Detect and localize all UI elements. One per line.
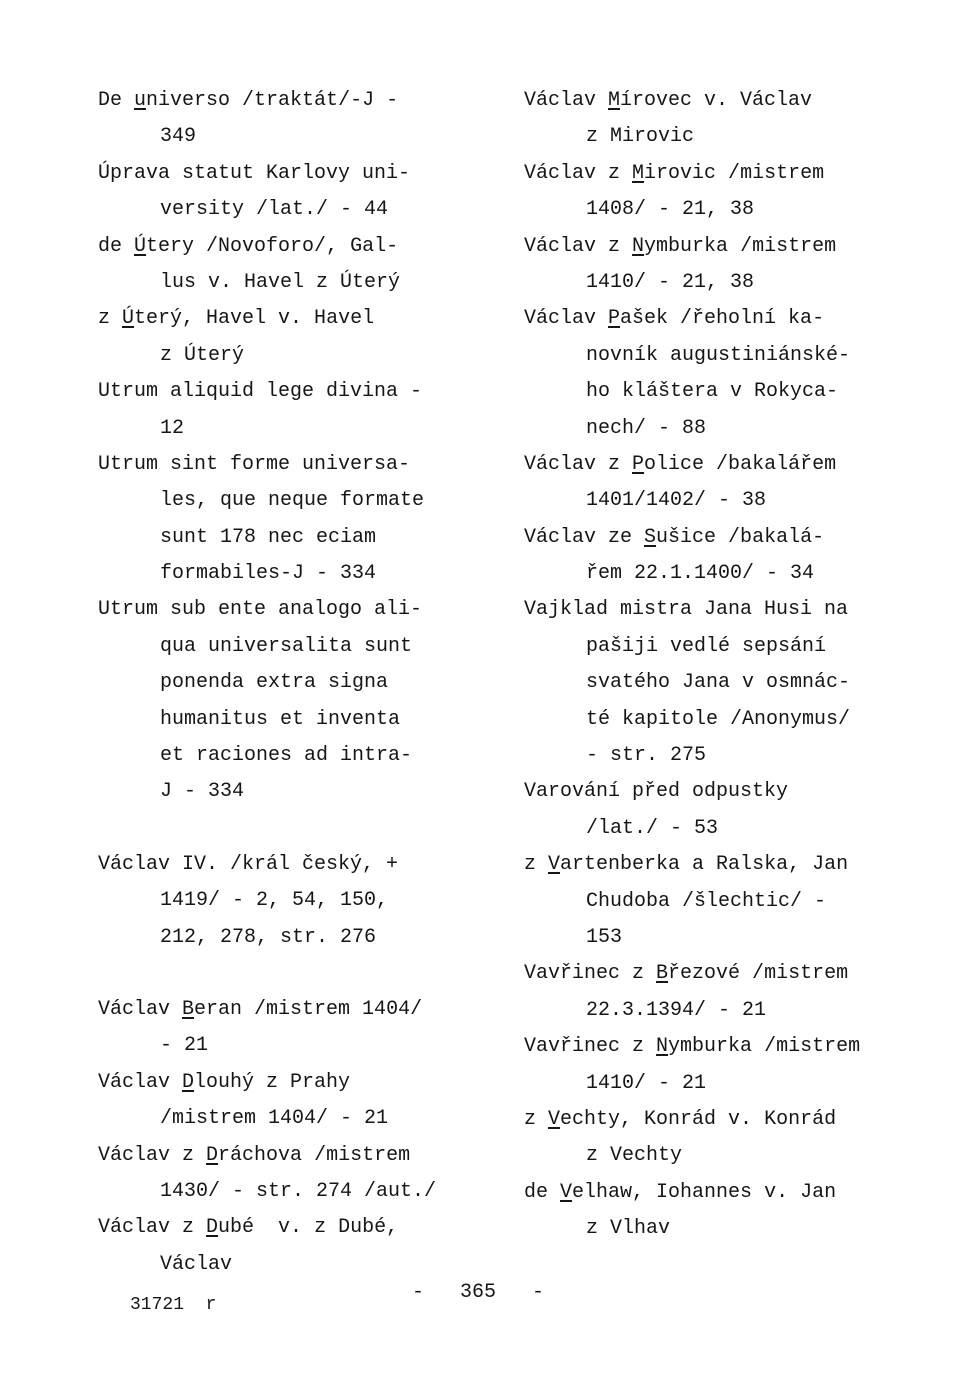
entry-text: Václav: [98, 997, 183, 1021]
index-entry: [98, 159, 458, 232]
entry-text: novník augustiniánské-: [586, 343, 851, 367]
entry-text: ašek /řeholní ka-: [620, 307, 825, 331]
entry-text: 212, 278, str. 276: [160, 925, 377, 949]
entry-heading-line: [524, 159, 944, 195]
index-entry: [524, 523, 944, 596]
entry-continuation-line: [98, 486, 458, 522]
underlined-initial: D: [206, 1216, 219, 1240]
entry-heading-line: [98, 304, 458, 340]
entry-text: qua universalita sunt: [160, 634, 413, 658]
entry-text: 1408/ - 21, 38: [586, 198, 755, 222]
index-entry: [524, 777, 944, 850]
entry-heading-line: [524, 304, 944, 340]
left-column: [98, 86, 458, 1286]
entry-text: 1410/ - 21, 38: [586, 270, 755, 294]
index-entry: [98, 1068, 458, 1141]
entry-continuation-line: [524, 996, 944, 1032]
entry-continuation-line: [98, 668, 458, 704]
entry-text: Utrum aliquid lege divina -: [98, 380, 423, 404]
entry-text: - str. 275: [586, 744, 707, 768]
entry-text: 22.3.1394/ - 21: [586, 998, 767, 1022]
underlined-initial: D: [182, 1070, 195, 1094]
entry-heading-line: [524, 232, 944, 268]
entry-continuation-line: [98, 1250, 458, 1286]
entry-continuation-line: [524, 1214, 944, 1250]
entry-continuation-line: [524, 195, 944, 231]
entry-text: ymburka /mistrem: [668, 1035, 861, 1059]
index-entry: [98, 1213, 458, 1286]
index-entry: [524, 595, 944, 777]
entry-text: Václav z: [524, 161, 633, 185]
entry-heading-line: [524, 959, 944, 995]
index-entry: [524, 450, 944, 523]
entry-continuation-line: [524, 705, 944, 741]
entry-text: Václav: [160, 1252, 233, 1276]
entry-text: 349: [160, 125, 197, 149]
entry-text: řem 22.1.1400/ - 34: [586, 562, 815, 586]
entry-continuation-line: [524, 814, 944, 850]
entry-text: svatého Jana v osmnác-: [586, 671, 851, 695]
entry-text: Vavřinec z: [524, 962, 657, 986]
entry-text: z Mirovic: [586, 125, 695, 149]
entry-text: - 21: [160, 1034, 209, 1058]
entry-continuation-line: [524, 414, 944, 450]
entry-continuation-line: [524, 887, 944, 923]
entry-text: z: [98, 307, 123, 331]
entry-text: tery /Novoforo/, Gal-: [146, 234, 399, 258]
entry-text: lus v. Havel z Úterý: [160, 270, 401, 294]
entry-continuation-line: [98, 195, 458, 231]
entry-text: ušice /bakalá-: [656, 525, 825, 549]
underlined-initial: M: [632, 161, 645, 185]
entry-text: z Úterý: [160, 343, 245, 367]
entry-text: ymburka /mistrem: [644, 234, 837, 258]
entry-text: z: [524, 853, 549, 877]
entry-text: echty, Konrád v. Konrád: [560, 1107, 837, 1131]
index-entry: [98, 232, 458, 305]
underlined-initial: B: [656, 962, 669, 986]
entry-text: ubé v. z Dubé,: [218, 1216, 399, 1240]
archive-code: 31721 r: [130, 1295, 217, 1315]
entry-continuation-line: [98, 741, 458, 777]
entry-heading-line: [98, 377, 458, 413]
entry-heading-line: [98, 232, 458, 268]
entry-text: řezové /mistrem: [668, 962, 849, 986]
entry-text: olice /bakalářem: [644, 452, 837, 476]
entry-heading-line: [98, 1068, 458, 1104]
entry-text: les, que neque formate: [160, 489, 425, 513]
entry-heading-line: [98, 86, 458, 122]
entry-text: Václav ze: [524, 525, 645, 549]
entry-continuation-line: [524, 377, 944, 413]
entry-continuation-line: [524, 741, 944, 777]
underlined-initial: V: [548, 1107, 561, 1131]
entry-heading-line: [524, 1032, 944, 1068]
index-entry: [524, 1032, 944, 1105]
entry-continuation-line: [98, 886, 458, 922]
entry-text: /mistrem 1404/ - 21: [160, 1107, 389, 1131]
page-number: - 365 -: [412, 1281, 545, 1304]
entry-text: louhý z Prahy: [194, 1070, 351, 1094]
entry-text: 1430/ - str. 274 /aut./: [160, 1179, 437, 1203]
entry-gap: [98, 959, 458, 995]
index-entry: [524, 959, 944, 1032]
entry-text: Chudoba /šlechtic/ -: [586, 889, 827, 913]
entry-continuation-line: [98, 414, 458, 450]
entry-text: Václav IV. /král český, +: [98, 852, 399, 876]
entry-heading-line: [524, 86, 944, 122]
entry-heading-line: [524, 595, 944, 631]
entry-text: 1401/1402/ - 38: [586, 489, 767, 513]
underlined-initial: S: [644, 525, 657, 549]
entry-text: versity /lat./ - 44: [160, 198, 389, 222]
entry-heading-line: [524, 850, 944, 886]
underlined-initial: P: [632, 452, 645, 476]
index-entry: [98, 304, 458, 377]
entry-continuation-line: [524, 1069, 944, 1105]
entry-heading-line: [524, 777, 944, 813]
entry-continuation-line: [98, 777, 458, 813]
entry-text: terý, Havel v. Havel: [134, 307, 375, 331]
entry-heading-line: [98, 850, 458, 886]
entry-text: Václav: [98, 1070, 183, 1094]
entry-text: Václav z: [98, 1143, 207, 1167]
entry-continuation-line: [98, 1104, 458, 1140]
entry-text: et raciones ad intra-: [160, 744, 413, 768]
entry-text: pašiji vedlé sepsání: [586, 634, 827, 658]
entry-continuation-line: [524, 341, 944, 377]
entry-text: de: [524, 1180, 561, 1204]
entry-text: Vajklad mistra Jana Husi na: [524, 598, 849, 622]
entry-continuation-line: [524, 122, 944, 158]
entry-heading-line: [98, 995, 458, 1031]
entry-continuation-line: [98, 559, 458, 595]
entry-continuation-line: [524, 632, 944, 668]
entry-text: 1419/ - 2, 54, 150,: [160, 889, 389, 913]
entry-text: Utrum sint forme universa-: [98, 452, 411, 476]
index-entry: [98, 995, 458, 1068]
underlined-initial: P: [608, 307, 621, 331]
entry-continuation-line: [524, 486, 944, 522]
entry-text: z Vlhav: [586, 1217, 671, 1241]
entry-heading-line: [98, 159, 458, 195]
index-entry: [98, 86, 458, 159]
underlined-initial: N: [656, 1035, 669, 1059]
entry-text: Úprava statut Karlovy uni-: [98, 161, 411, 185]
entry-text: Utrum sub ente analogo ali-: [98, 598, 423, 622]
entry-text: sunt 178 nec eciam: [160, 525, 377, 549]
entry-text: humanitus et inventa: [160, 707, 401, 731]
entry-text: 12: [160, 416, 185, 440]
entry-continuation-line: [524, 1141, 944, 1177]
entry-text: Václav: [524, 89, 609, 112]
entry-text: de: [98, 234, 135, 258]
index-entry: [98, 450, 458, 596]
entry-continuation-line: [98, 341, 458, 377]
entry-text: De: [98, 89, 135, 112]
entry-text: 1410/ - 21: [586, 1071, 707, 1095]
entry-continuation-line: [98, 923, 458, 959]
index-entry: [98, 850, 458, 959]
entry-text: írovec v. Václav: [620, 89, 813, 112]
index-entry: [98, 377, 458, 450]
entry-continuation-line: [98, 523, 458, 559]
index-entry: [524, 232, 944, 305]
entry-continuation-line: [524, 668, 944, 704]
underlined-initial: V: [560, 1180, 573, 1204]
underlined-initial: N: [632, 234, 645, 258]
entry-text: z Vechty: [586, 1144, 683, 1168]
entry-continuation-line: [98, 122, 458, 158]
entry-text: ponenda extra signa: [160, 671, 389, 695]
entry-gap: [98, 814, 458, 850]
entry-heading-line: [524, 1178, 944, 1214]
index-entry: [524, 1178, 944, 1251]
entry-text: ho kláštera v Rokyca-: [586, 380, 839, 404]
entry-heading-line: [524, 450, 944, 486]
underlined-initial: Ú: [122, 307, 135, 331]
entry-continuation-line: [98, 268, 458, 304]
entry-heading-line: [524, 1105, 944, 1141]
entry-continuation-line: [98, 1177, 458, 1213]
entry-text: artenberka a Ralska, Jan: [560, 853, 849, 877]
underlined-initial: B: [182, 997, 195, 1021]
index-entry: [524, 304, 944, 450]
underlined-initial: u: [134, 89, 147, 112]
underlined-initial: M: [608, 89, 621, 112]
index-entry: [524, 86, 944, 159]
entry-text: eran /mistrem 1404/: [194, 997, 423, 1021]
index-entry: [98, 595, 458, 813]
entry-heading-line: [524, 523, 944, 559]
entry-text: /lat./ - 53: [586, 816, 719, 840]
right-column: [524, 86, 944, 1251]
entry-continuation-line: [98, 1031, 458, 1067]
index-entry: [524, 850, 944, 959]
entry-heading-line: [98, 1141, 458, 1177]
entry-text: Varování před odpustky: [524, 780, 789, 804]
entry-text: elhaw, Iohannes v. Jan: [572, 1180, 837, 1204]
entry-text: ráchova /mistrem: [218, 1143, 411, 1167]
entry-text: Václav z: [524, 452, 633, 476]
entry-text: Václav z: [524, 234, 633, 258]
entry-continuation-line: [98, 705, 458, 741]
entry-text: J - 334: [160, 780, 245, 804]
entry-text: Vavřinec z: [524, 1035, 657, 1059]
underlined-initial: D: [206, 1143, 219, 1167]
entry-heading-line: [98, 1213, 458, 1249]
entry-continuation-line: [524, 923, 944, 959]
entry-text: nech/ - 88: [586, 416, 707, 440]
entry-continuation-line: [524, 268, 944, 304]
entry-heading-line: [98, 595, 458, 631]
entry-text: formabiles-J - 334: [160, 562, 377, 586]
entry-text: irovic /mistrem: [644, 161, 825, 185]
entry-continuation-line: [98, 632, 458, 668]
entry-text: Václav: [524, 307, 609, 331]
entry-text: z: [524, 1107, 549, 1131]
underlined-initial: V: [548, 853, 561, 877]
entry-text: niverso /traktát/-J -: [146, 89, 399, 112]
index-entry: [524, 1105, 944, 1178]
entry-text: té kapitole /Anonymus/: [586, 707, 851, 731]
entry-heading-line: [98, 450, 458, 486]
underlined-initial: Ú: [134, 234, 147, 258]
index-entry: [524, 159, 944, 232]
entry-text: Václav z: [98, 1216, 207, 1240]
entry-text: 153: [586, 925, 623, 949]
index-entry: [98, 1141, 458, 1214]
entry-continuation-line: [524, 559, 944, 595]
